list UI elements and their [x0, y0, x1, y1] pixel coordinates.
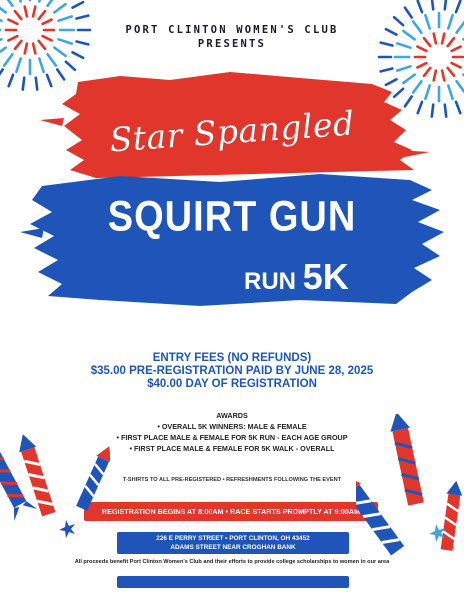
- location-landmark: ADAMS STREET NEAR CROGHAN BANK: [170, 544, 296, 551]
- pre-registration-fee: $35.00 PRE-REGISTRATION PAID BY JUNE 28, 2025: [90, 365, 374, 377]
- location-bar: [117, 532, 349, 554]
- location-address: 226 E PERRY STREET • PORT CLINTON, OH 43452: [156, 535, 310, 542]
- run-label: RUN: [244, 268, 296, 295]
- presents-label: PRESENTS: [197, 38, 267, 50]
- distance-label: 5K: [302, 256, 349, 297]
- title-script: Star Spangled: [108, 103, 356, 160]
- day-registration-fee: $40.00 DAY OF REGISTRATION: [147, 378, 317, 390]
- awards-heading: AWARDS: [216, 411, 248, 420]
- proceeds-note: All proceeds benefit Port Clinton Women's Club and their efforts to provide college scholarships to women in our area: [74, 559, 390, 565]
- registration-time-bar: REGISTRATION BEGINS AT 8:00AM • RACE STARTS PROMPTLY AT 9:00AM: [84, 502, 378, 521]
- award-item: • FIRST PLACE MALE & FEMALE FOR 5K RUN - EACH AGE GROUP: [116, 433, 348, 442]
- entry-fees-heading: ENTRY FEES (NO REFUNDS): [152, 352, 312, 364]
- footer-bar: [117, 576, 349, 588]
- title-main: SQUIRT GUN: [107, 193, 357, 241]
- rockets-right-icon: [356, 414, 464, 574]
- award-item: • OVERALL 5K WINNERS: MALE & FEMALE: [157, 422, 307, 431]
- award-item: • FIRST PLACE MALE & FEMALE FOR 5K WALK - OVERALL: [129, 444, 335, 453]
- title-run: [244, 256, 349, 298]
- club-name: PORT CLINTON WOMEN'S CLUB: [125, 24, 339, 36]
- perks-note: T-SHIRTS TO ALL PRE-REGISTERED • REFRESHMENTS FOLLOWING THE EVENT: [122, 477, 342, 483]
- rockets-left-icon: [0, 408, 110, 538]
